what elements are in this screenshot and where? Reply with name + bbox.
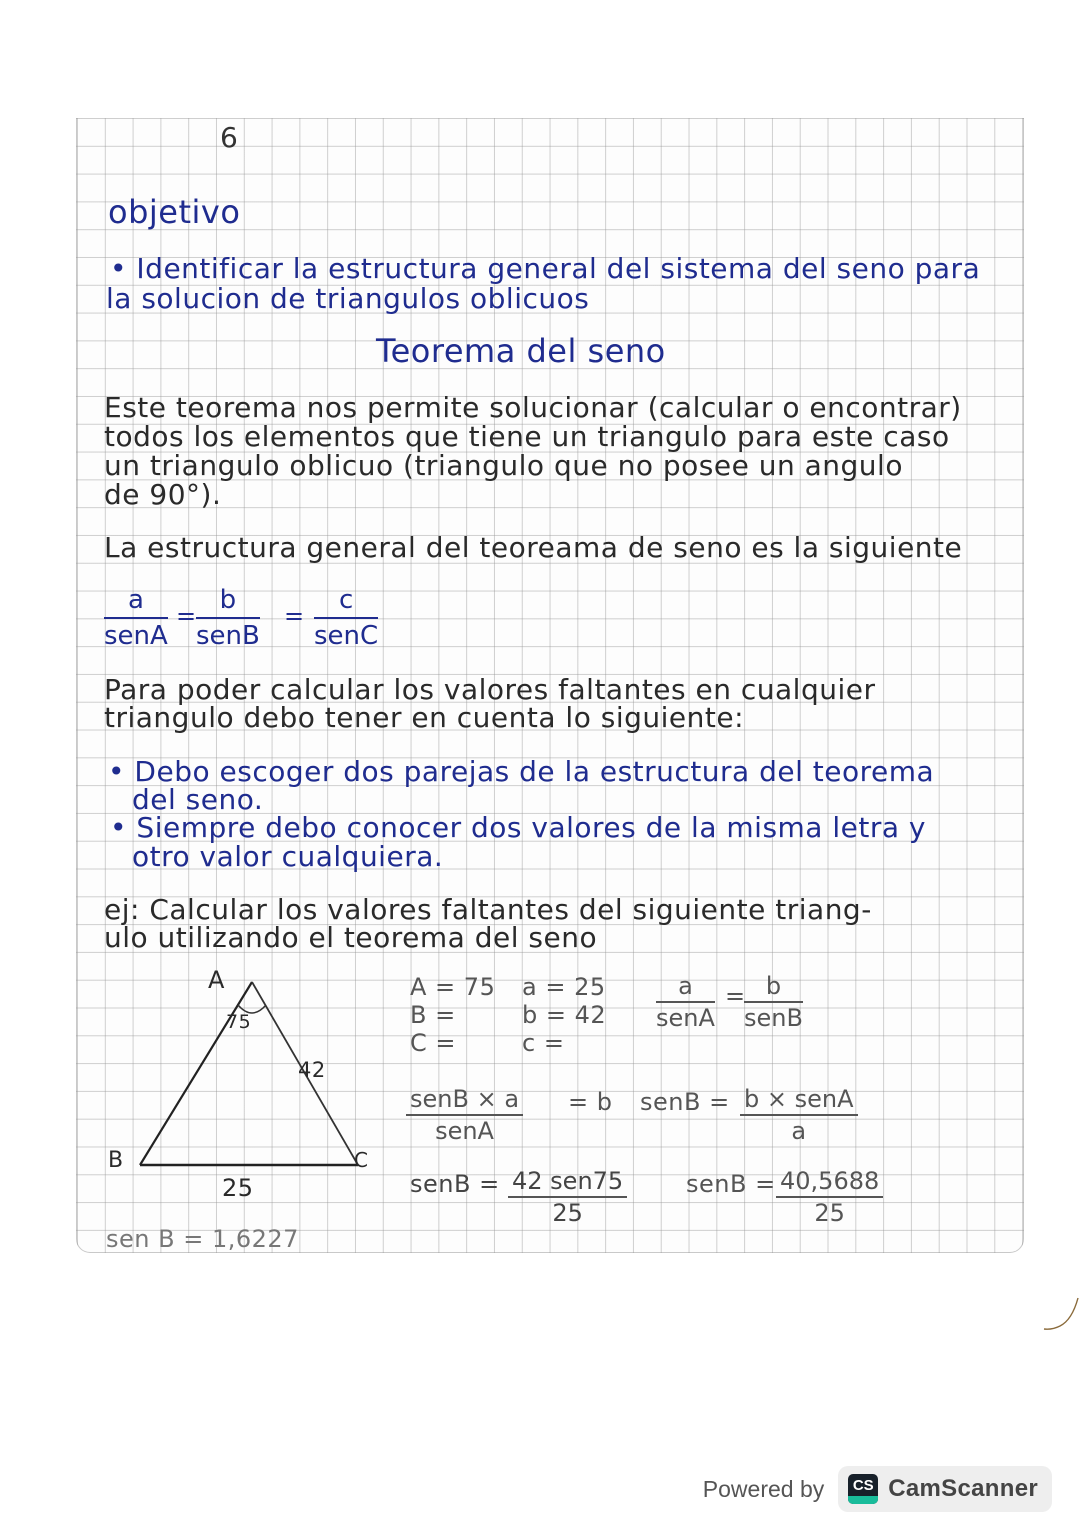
objective-line-2: la solucion de triangulos oblicuos (106, 282, 590, 315)
vertex-a-label: A (208, 966, 225, 994)
structure-intro: La estructura general del teoreama de seno es la siguiente (104, 531, 963, 564)
ratio-fraction-b (744, 972, 803, 1032)
example-line-1: ej: Calcular los valores faltantes del siguiente triang- (104, 893, 872, 926)
given-label: A = (410, 973, 456, 1001)
side-label: c = (522, 1029, 565, 1057)
angle-a-label: 75 (226, 1011, 252, 1033)
formula-denominator: senA (104, 621, 168, 651)
edge-scribble (1040, 1290, 1080, 1340)
side-value: 25 (574, 973, 606, 1001)
step2-numerator: b × senA (740, 1085, 858, 1116)
step3-denominator: 25 (552, 1199, 583, 1227)
objective-heading: objetivo (108, 193, 241, 231)
side-ac-label: 42 (298, 1058, 326, 1082)
step2-denominator: a (791, 1117, 807, 1145)
step3-lhs: senB = (410, 1170, 500, 1198)
given-label: C = (410, 1029, 456, 1057)
step1-denominator: senA (435, 1117, 494, 1145)
given-A (410, 975, 495, 999)
side-label: a = (522, 973, 566, 1001)
side-label: b = (522, 1001, 567, 1029)
ratio-fraction-a (656, 972, 715, 1032)
rule-2-line-2: otro valor cualquiera. (132, 840, 444, 873)
para2-line-1: Para poder calcular los valores faltantes en cualquier (104, 673, 876, 706)
side-c (522, 1031, 564, 1055)
ratio-equals: = (725, 982, 746, 1010)
camscanner-logo-icon (848, 1474, 878, 1504)
step4-lhs: senB = (686, 1170, 776, 1198)
ratio-numerator: a (656, 972, 715, 1003)
intro-line-4: de 90°). (104, 478, 222, 511)
step4-denominator: 25 (814, 1199, 845, 1227)
brand-name: CamScanner (888, 1475, 1038, 1502)
camscanner-badge (838, 1466, 1052, 1512)
formula-fraction-c (314, 585, 378, 651)
camscanner-watermark (703, 1466, 1052, 1512)
formula-denominator: senB (196, 621, 260, 651)
step2-fraction (740, 1085, 858, 1145)
step2-lhs: senB = (640, 1088, 730, 1116)
side-a (522, 975, 606, 999)
step4-numerator: 40,5688 (776, 1167, 883, 1198)
step3-numerator: 42 sen75 (508, 1167, 627, 1198)
result-sen-b: sen B = 1,6227 (106, 1225, 299, 1253)
step3-fraction (508, 1167, 627, 1227)
para2-line-2: triangulo debo tener en cuenta lo siguiente: (104, 701, 745, 734)
given-value: 75 (463, 973, 496, 1001)
side-bc-label: 25 (222, 1174, 254, 1202)
intro-line-3: un triangulo oblicuo (triangulo que no posee un angulo (104, 449, 903, 482)
objective-line-1: • Identificar la estructura general del sistema del seno para (110, 252, 981, 285)
formula-denominator: senC (314, 621, 379, 651)
vertex-c-label: C (354, 1148, 369, 1172)
intro-line-2: todos los elementos que tiene un triangulo para este caso (104, 420, 950, 453)
step1-rhs: = b (568, 1088, 613, 1116)
powered-by-text: Powered by (702, 1475, 825, 1502)
side-value: 42 (574, 1001, 607, 1029)
formula-numerator: b (196, 585, 260, 619)
rule-1-line-1: • Debo escoger dos parejas de la estructura del teorema (108, 755, 935, 788)
given-label: B = (410, 1001, 456, 1029)
step1-numerator: senB × a (406, 1085, 523, 1116)
rule-2-line-1: • Siempre debo conocer dos valores de la misma letra y (110, 811, 926, 844)
formula-fraction-b (196, 585, 260, 651)
given-B (410, 1003, 456, 1027)
side-b (522, 1003, 606, 1027)
equals-sign: = (176, 602, 197, 630)
formula-numerator: c (314, 585, 378, 619)
formula-numerator: a (104, 585, 168, 619)
formula-fraction-a (104, 585, 168, 651)
intro-line-1: Este teorema nos permite solucionar (calcular o encontrar) (104, 391, 962, 424)
ratio-denominator: senA (656, 1004, 715, 1032)
given-C (410, 1031, 456, 1055)
ratio-denominator: senB (744, 1004, 803, 1032)
page-number: 6 (220, 121, 239, 154)
rule-1-line-2: del seno. (132, 783, 264, 816)
section-title: Teorema del seno (376, 332, 666, 370)
step1-fraction (406, 1085, 523, 1145)
step4-fraction (776, 1167, 883, 1227)
equals-sign: = (284, 602, 305, 630)
ratio-numerator: b (744, 972, 803, 1003)
logo-text: CS (852, 1477, 874, 1494)
example-line-2: ulo utilizando el teorema del seno (104, 921, 598, 954)
vertex-b-label: B (108, 1148, 124, 1173)
